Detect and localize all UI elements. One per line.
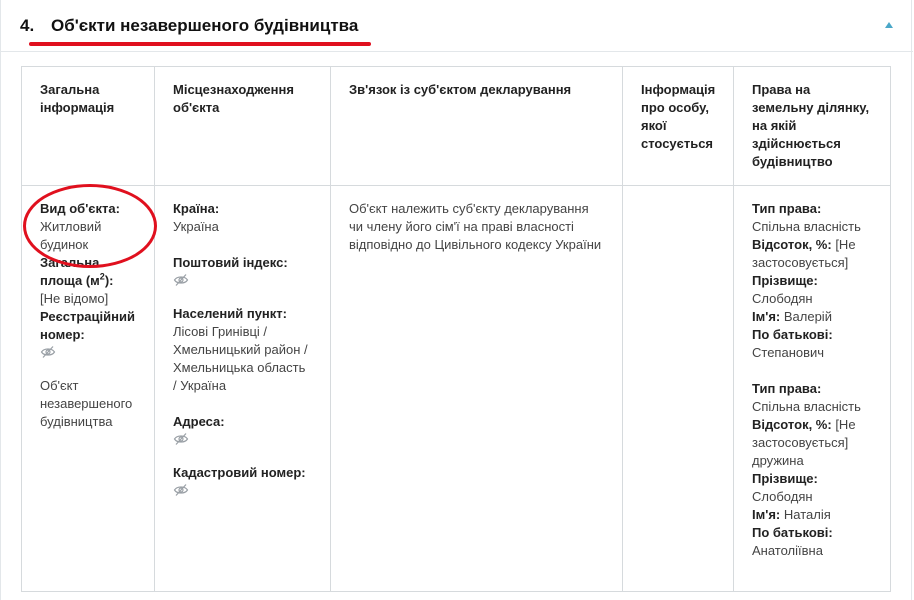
section-number: 4. xyxy=(20,16,35,35)
red-underline-annotation xyxy=(29,42,371,46)
address-label: Адреса: xyxy=(173,414,225,429)
cell-location xyxy=(155,186,331,592)
patronymic-value: Анатоліївна xyxy=(752,543,823,558)
relation-text: Об'єкт належить суб'єкту декларування чи члену його сім'ї на праві власності відповідно до Цивільного кодексу України xyxy=(349,201,602,252)
right-type-value: Спільна власність xyxy=(752,219,861,234)
family-relation: дружина xyxy=(752,453,804,468)
right-type-value: Спільна власність xyxy=(752,399,861,414)
eye-slash-icon xyxy=(40,345,56,359)
share-label: Відсоток, %: xyxy=(752,237,832,252)
share-label: Відсоток, %: xyxy=(752,417,832,432)
object-note: Об'єкт незавершеного будівництва xyxy=(40,378,133,429)
right-type-label: Тип права: xyxy=(752,201,822,216)
surname-value: Слободян xyxy=(752,291,813,306)
total-area-value: [Не відомо] xyxy=(40,291,109,306)
cell-person-info xyxy=(623,186,734,592)
right-type-label: Тип права: xyxy=(752,381,822,396)
country-label: Країна: xyxy=(173,201,220,216)
eye-slash-icon xyxy=(173,273,189,287)
patronymic-label: По батькові: xyxy=(752,327,833,342)
header-general-info: Загальна інформація xyxy=(22,67,155,186)
cell-land-rights xyxy=(734,186,891,592)
surname-label: Прізвище: xyxy=(752,273,818,288)
surname-label: Прізвище: xyxy=(752,471,818,486)
cell-relation xyxy=(331,186,623,592)
object-type-value: Житловий будинок xyxy=(40,219,102,252)
unfinished-construction-table xyxy=(21,66,891,592)
land-right-entry-2 xyxy=(752,380,872,560)
country-value: Україна xyxy=(173,219,219,234)
patronymic-value: Степанович xyxy=(752,345,825,360)
land-right-entry-1 xyxy=(752,200,872,362)
registration-number-label: Реєстраційний номер: xyxy=(40,309,135,342)
header-location: Місцезнаходження об'єкта xyxy=(155,67,331,186)
header-relation: Зв'язок із суб'єктом декларування xyxy=(331,67,623,186)
share-value: [Не застосовується] xyxy=(752,417,856,450)
section-title: Об'єкти незавершеного будівництва xyxy=(51,16,359,35)
eye-slash-icon xyxy=(173,483,189,497)
total-area-label: Загальна площа $(м^2)$: xyxy=(40,255,114,288)
postal-code-label: Поштовий індекс: xyxy=(173,255,288,270)
share-value: [Не застосовується] xyxy=(752,237,856,270)
red-circle-annotation xyxy=(23,184,157,268)
header-person-info: Інформація про особу, якої стосується xyxy=(623,67,734,186)
table-row xyxy=(22,186,891,592)
settlement-value: Лісові Гринівці / Хмельницький район / Хмельницька область / Україна xyxy=(173,324,308,393)
cadastral-number-label: Кадастровий номер: xyxy=(173,465,306,480)
name-label: Ім'я: xyxy=(752,309,781,324)
header-land-rights: Права на земельну ділянку, на якій здійснюється будівництво xyxy=(734,67,891,186)
eye-slash-icon xyxy=(173,432,189,446)
settlement-label: Населений пункт: xyxy=(173,306,287,321)
table-header-row xyxy=(22,67,891,186)
chevron-up-icon[interactable] xyxy=(885,22,893,28)
name-value: Валерій xyxy=(783,309,832,324)
name-label: Ім'я: xyxy=(752,507,781,522)
patronymic-label: По батькові: xyxy=(752,525,833,540)
surname-value: Слободян xyxy=(752,489,813,504)
name-value: Наталія xyxy=(783,507,831,522)
object-type-label: Вид об'єкта: xyxy=(40,201,120,216)
